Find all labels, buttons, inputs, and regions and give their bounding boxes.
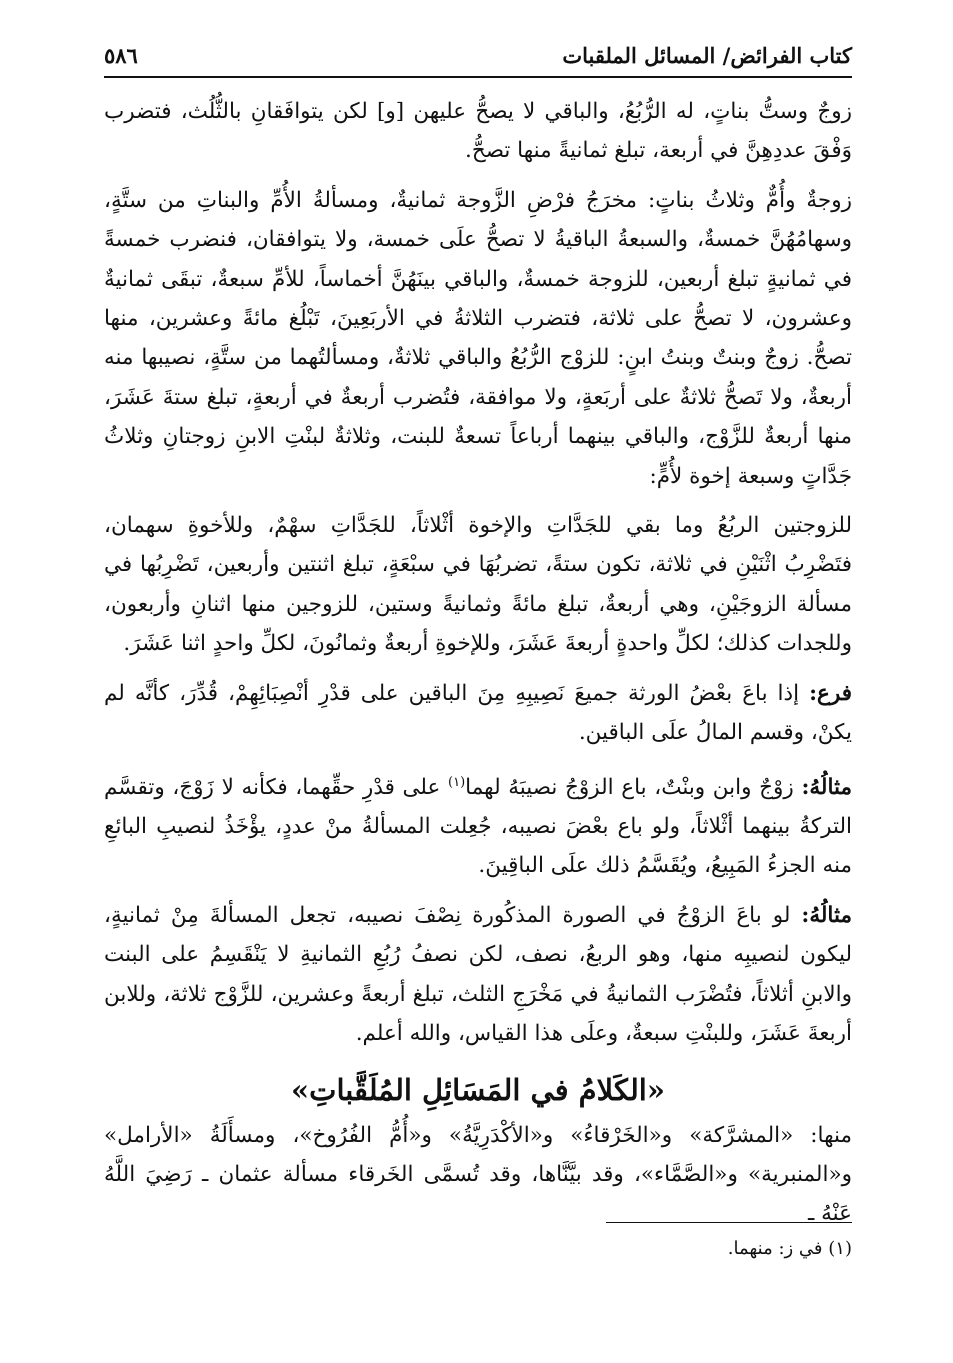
footnote (104, 1236, 852, 1262)
example-2-text: لو باعَ الزوْجُ في الصورة المذكُورة نِصْفَ نصيبه، تجعل المسألةَ مِنْ ثمانيةٍ، ليكون لنصيبِه منها، وهو الربعُ، نصف، لكن نصفُ رُبُعِ الثمانيةِ لا يَنْقَسِمُ على البنت والابنِ أثلاثاً، فتُضْرَب الثمانيةُ في مَخْرَجِ الثلث، تبلغ أربعةً وعشرين، للزَّوْج ثلاثة، وللابن أربعةَ عَشَرَ، وللبنْتِ سبعةٌ، وعلَى هذا القياس، والله أعلم. (104, 902, 852, 1047)
page-number: ٥٨٦ (104, 42, 138, 68)
branch-label: فرع: (809, 680, 852, 706)
example-1-text-after: على قدْرِ حقِّهما، فكأنه لا زَوْجَ، وتقسَّم التركةُ بينهما أثْلاثاً، ولو باع بعْضَ نصيبه، جُعِلت المسألةُ منْ عددٍ، يؤْخَذُ لنصيبِ البائعِ منه الجزءُ المَبِيعُ، ويُقَسَّمُ ذلك علَى الباقِينَ. (104, 774, 852, 879)
example-1-label: مثالُهُ: (801, 774, 853, 800)
main-text (104, 92, 852, 1244)
footnote-text: في ز: منهما. (727, 1238, 823, 1259)
paragraph-1: زوجٌ وستُّ بناتٍ، له الرُّبُعُ، والباقي لا يصحُّ عليهن [و] لكن يتوافَقانِ بالثُّلُث، فتضرب وَفْقَ عددِهِنَّ في أربعة، تبلغ ثمانيةً منها تصحُّ. (104, 99, 852, 164)
paragraph-2: زوجةٌ وأُمٌّ وثلاثُ بناتٍ: مخرَجُ فرْضِ الزَّوجة ثمانيةٌ، ومسألةُ الأُمِّ والبناتِ من ستَّةٍ، وسهامُهُنَّ خمسةٌ، والسبعةُ الباقيةُ لا تصحُّ علَى خمسة، ولا يتوافقان، فنضرب خمسةً في ثمانيةٍ تبلغ أربعين، للزوجة خمسةٌ، والباقي بينَهُنَّ أخماساً، للأمِّ سبعةٌ، تبقَى ثمانيةٌ وعشرون، لا تصحُّ على ثلاثة، فتضرب الثلاثةُ في الأربَعِينَ، تَبْلُغ مائةً وعشرين، منها تصحُّ. زوجٌ وبنتٌ وبنتُ ابنٍ: للزوْج الرُّبُعُ والباقي ثلاثةٌ، ومسألتُهما من ستَّةٍ، نصيبها منه أربعةٌ، ولا تَصحُّ ثلاثةٌ على أربَعةٍ، ولا موافقة، فتُضرب أربعةٌ في أربعةٍ، تبلغ ستةَ عَشَرَ، منها أربعةٌ للزَّوْج، والباقي بينهما أرباعاً تسعةٌ للبنت، وثلاثةٌ لبنْتِ الابنِ زوجتانِ وثلاثُ جَدَّاتٍ وسبعة إخوة لأُمٍّ: (104, 187, 852, 489)
header-rule (104, 76, 852, 78)
section-heading: «الكَلامُ في المَسَائِلِ المُلَقَّباتِ» (291, 1072, 665, 1107)
example-2-label: مثالُهُ: (801, 902, 852, 928)
paragraph-3: للزوجتين الربُعُ وما بقي للجَدَّاتِ والإخوة أثْلاثاً، للجَدَّاتِ سهْمٌ، وللأخوةِ سهمان، فتَضْرِبُ اثْنَيْنِ في ثلاثة، تكون ستةً، تضربُهَا في سبْعَةٍ، تبلغ اثنتين وأربعين، تَضْرِبُها في مسألة الزوجَيْنِ، وهي أربعةٌ، تبلغ مائةً وثمانيةً وستين، للزوجين منها اثنانِ وأربعون، وللجدات كذلك؛ لكلِّ واحدةٍ أربعةَ عَشَرَ، وللإخوةِ أربعةٌ وثمانُونَ، لكلِّ واحدٍ اثنا عَشَرَ. (104, 513, 852, 657)
branch-text: إذا باعَ بعْضُ الورثة جميعَ نَصِيبِهِ مِنَ الباقين على قدْرِ أنْصِبَائِهِمْ، قُدِّرَ، كأنَّه لم يكنْ، وقسم المالُ علَى الباقين. (104, 680, 852, 746)
header-title: كتاب الفرائض/ المسائل الملقبات (562, 42, 852, 68)
footnote-reference: (١) (448, 774, 466, 790)
example-1-text-before: زوْجٌ وابن وبنْتٌ، باع الزوْجُ نصيبَهُ لهما (465, 774, 794, 800)
example-1-paragraph (104, 763, 852, 886)
footnote-number: (١) (828, 1238, 852, 1259)
branch-paragraph (104, 674, 852, 753)
section-paragraph: منها: «المشرَّكة» و«الخَرْقاءُ» و«الأكْدَرِيَّةُ» و«أُمُّ الفُرُوخ»، ومسأَلَةُ «الأرامل» و«المنبرية» و«الصَّمَّاء»، وقد بيَّنَّاها، وقد تُسمَّى الخَرقاء مسألة عثمان ـ رَضِيَ اللَّهُ عَنْهُ ـ (104, 1122, 852, 1227)
footnote-rule (606, 1222, 852, 1223)
example-2-paragraph (104, 896, 852, 1054)
running-header (104, 38, 852, 72)
